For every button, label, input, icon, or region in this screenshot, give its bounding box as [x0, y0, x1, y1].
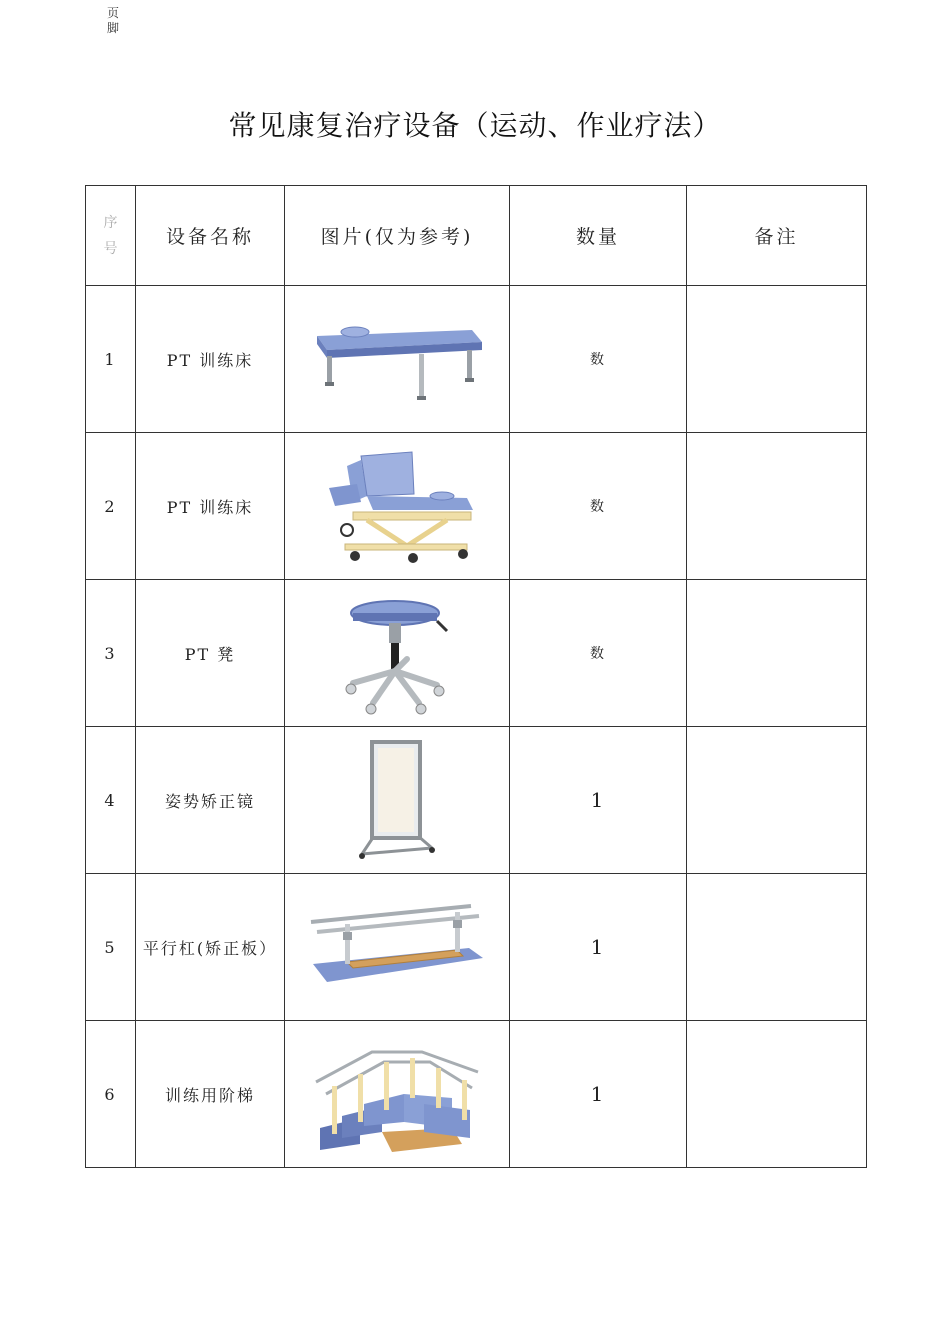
table-row — [86, 580, 867, 727]
table-row — [86, 1021, 867, 1168]
table-row — [86, 286, 867, 433]
posture-mirror-icon — [352, 738, 442, 863]
flat-training-bed-icon — [307, 314, 487, 404]
cell-no: 6 — [86, 1021, 136, 1168]
table-row — [86, 433, 867, 580]
cell-name: PT 训练床 — [136, 286, 285, 433]
cell-image — [285, 727, 510, 874]
cell-qty: 1 — [510, 1021, 687, 1168]
therapy-stool-icon — [337, 591, 457, 716]
cell-note — [687, 433, 867, 580]
header-mark — [104, 6, 122, 36]
header-note: 备注 — [687, 186, 867, 286]
cell-qty: 1 — [510, 727, 687, 874]
header-mark-text: 页 脚 — [106, 6, 119, 35]
cell-image — [285, 1021, 510, 1168]
cell-name: 训练用阶梯 — [136, 1021, 285, 1168]
cell-name: PT 训练床 — [136, 433, 285, 580]
cell-image — [285, 580, 510, 727]
cell-note — [687, 286, 867, 433]
cell-qty: 数 — [510, 286, 687, 433]
training-stairs-icon — [312, 1032, 482, 1157]
cell-qty: 数 — [510, 580, 687, 727]
cell-no: 4 — [86, 727, 136, 874]
page-title: 常见康复治疗设备（运动、作业疗法） — [228, 109, 722, 142]
header-qty: 数量 — [510, 186, 687, 286]
cell-image — [285, 286, 510, 433]
equipment-table — [85, 185, 867, 1168]
header-image: 图片(仅为参考) — [285, 186, 510, 286]
cell-no: 3 — [86, 580, 136, 727]
cell-name: 姿势矫正镜 — [136, 727, 285, 874]
cell-image — [285, 874, 510, 1021]
cell-note — [687, 727, 867, 874]
electric-tilt-training-bed-icon — [317, 446, 477, 566]
cell-name: 平行杠(矫正板） — [136, 874, 285, 1021]
cell-note — [687, 1021, 867, 1168]
cell-image — [285, 433, 510, 580]
cell-qty: 1 — [510, 874, 687, 1021]
table-row — [86, 727, 867, 874]
parallel-bars-icon — [307, 902, 487, 992]
header-no: 序 号 — [86, 186, 136, 286]
cell-note — [687, 580, 867, 727]
cell-note — [687, 874, 867, 1021]
table-row — [86, 874, 867, 1021]
cell-no: 1 — [86, 286, 136, 433]
cell-no: 2 — [86, 433, 136, 580]
cell-qty: 数 — [510, 433, 687, 580]
cell-no: 5 — [86, 874, 136, 1021]
table-header-row — [86, 186, 867, 286]
header-name: 设备名称 — [136, 186, 285, 286]
cell-name: PT 凳 — [136, 580, 285, 727]
